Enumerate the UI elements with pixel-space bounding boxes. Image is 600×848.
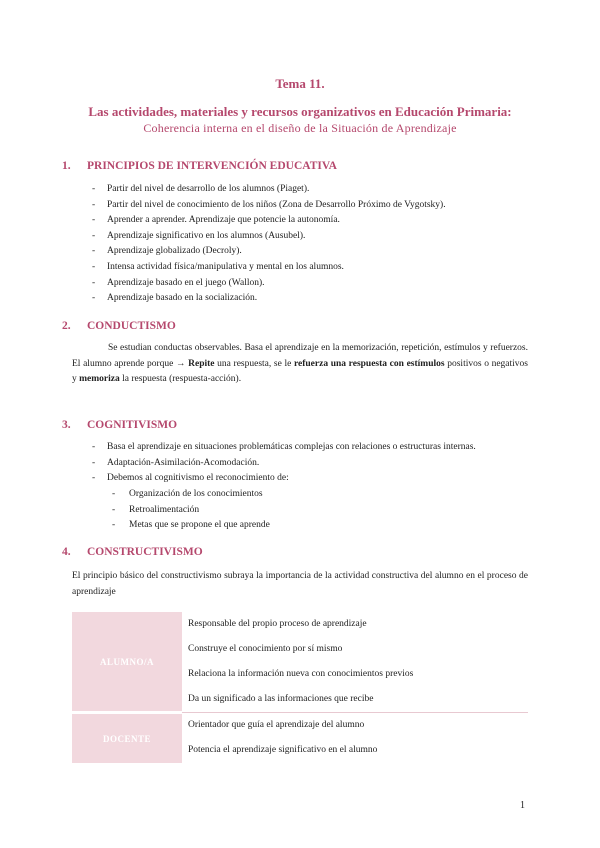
role-description	[182, 612, 528, 713]
text-run: la respuesta (respuesta-acción).	[119, 374, 242, 385]
table-row	[72, 713, 528, 764]
list-item: - Aprender a aprender. Aprendizaje que potencie la autonomía.	[92, 213, 446, 229]
table-row	[72, 612, 528, 713]
list-item: - Adaptación-Asimilación-Acomodación.	[92, 456, 476, 472]
page-number: 1	[520, 800, 525, 811]
list-item: - Partir del nivel de conocimiento de los niños (Zona de Desarrollo Próximo de Vygotsky).	[92, 198, 446, 214]
list-item: - Aprendizaje basado en el juego (Wallon).	[92, 276, 446, 292]
bold-text: memoriza	[79, 374, 120, 385]
section-number: 4.	[62, 546, 71, 558]
list-item: - Debemos al cognitivismo el reconocimiento de:	[92, 471, 476, 487]
section-1-heading	[62, 160, 337, 172]
bold-text: Repite	[188, 358, 215, 369]
roles-table	[72, 612, 528, 763]
list-item: - Metas que se propone el que aprende	[112, 518, 270, 534]
cognitivismo-list	[92, 440, 476, 487]
section-number: 2.	[62, 320, 71, 332]
list-item: - Aprendizaje basado en la socialización.	[92, 291, 446, 307]
list-item: - Intensa actividad física/manipulativa y mental en los alumnos.	[92, 260, 446, 276]
section-2-heading	[62, 320, 176, 332]
principles-list	[92, 182, 446, 307]
list-item: - Basa el aprendizaje en situaciones problemáticas complejas con relaciones o estructuras internas.	[92, 440, 476, 456]
table-cell: Responsable del propio proceso de aprendizaje	[188, 619, 367, 629]
list-item: - Aprendizaje significativo en los alumnos (Ausubel).	[92, 229, 446, 245]
list-item: - Organización de los conocimientos	[112, 487, 270, 503]
section-number: 3.	[62, 419, 71, 431]
table-cell: Potencia el aprendizaje significativo en el alumno	[188, 745, 378, 755]
role-description	[182, 713, 528, 764]
table-cell: Relaciona la información nueva con conocimientos previos	[188, 669, 414, 679]
table-cell: Orientador que guía el aprendizaje del alumno	[188, 720, 365, 730]
conductismo-paragraph	[72, 341, 528, 388]
table-cell: Da un significado a las informaciones que recibe	[188, 694, 374, 704]
section-3-heading	[62, 419, 177, 431]
document-title: Las actividades, materiales y recursos organizativos en Educación Primaria:	[88, 104, 512, 119]
text-run: una respuesta, se le	[214, 358, 294, 369]
text-run: Se estudian conductas observables. Basa el aprendizaje en la memorización, repetición, estímulos y refuerzos. El alumno aprende porque →	[72, 343, 528, 369]
section-title: PRINCIPIOS DE INTERVENCIÓN EDUCATIVA	[87, 160, 337, 172]
section-number: 1.	[62, 160, 71, 172]
section-4-heading	[62, 546, 203, 558]
topic-number: Tema 11.	[275, 76, 325, 91]
section-title: CONDUCTISMO	[87, 320, 176, 332]
constructivismo-intro: El principio básico del constructivismo subraya la importancia de la actividad constructiva del alumno en el proceso de aprendizaje	[72, 571, 528, 597]
list-item: - Aprendizaje globalizado (Decroly).	[92, 244, 446, 260]
role-cell-docente: DOCENTE	[72, 713, 182, 764]
bold-text: refuerza una respuesta con estímulos	[293, 358, 445, 369]
section-title: COGNITIVISMO	[87, 419, 178, 431]
table-cell: Construye el conocimiento por sí mismo	[188, 644, 343, 654]
role-cell-alumno: ALUMNO/A	[72, 612, 182, 713]
section-title: CONSTRUCTIVISMO	[87, 546, 203, 558]
list-item: - Retroalimentación	[112, 503, 270, 519]
text-run: positivos o negativos y	[72, 358, 529, 385]
cognitivismo-sublist	[112, 487, 270, 534]
list-item: - Partir del nivel de desarrollo de los alumnos (Piaget).	[92, 182, 446, 198]
document-subtitle: Coherencia interna en el diseño de la Situación de Aprendizaje	[143, 121, 457, 135]
